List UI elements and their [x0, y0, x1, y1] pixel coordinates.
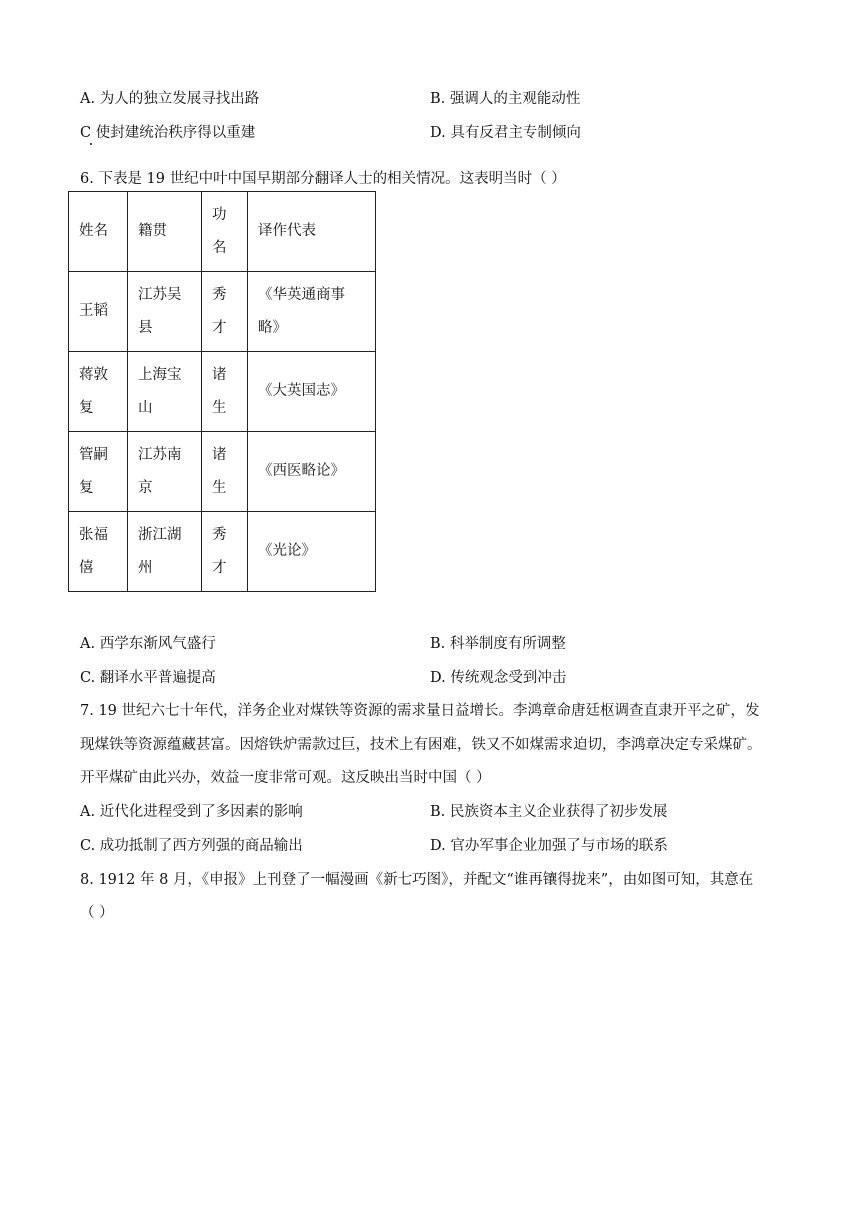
header-hometown: 籍贯: [128, 192, 202, 272]
q7-option-b: B. 民族资本主义企业获得了初步发展: [430, 804, 668, 820]
table-row: [69, 272, 376, 352]
table-row: [69, 432, 376, 512]
q5-option-a: A. 为人的独立发展寻找出路: [80, 91, 260, 107]
cell-hometown: 上海宝山: [128, 352, 202, 432]
cell-name: 王韬: [69, 272, 128, 352]
q6-option-c: C. 翻译水平普遍提高: [80, 670, 216, 686]
cell-works: 《华英通商事略》: [248, 272, 376, 352]
q7-option-a: A. 近代化进程受到了多因素的影响: [80, 804, 303, 820]
table-header-row: [69, 192, 376, 272]
table-row: [69, 512, 376, 592]
cell-rank: 秀才: [202, 272, 248, 352]
header-rank: 功名: [202, 192, 248, 272]
q5-option-d: D. 具有反君主专制倾向: [430, 125, 581, 141]
q6-stem: 6. 下表是 19 世纪中叶中国早期部分翻译人士的相关情况。这表明当时（ ）: [80, 171, 566, 187]
c-dot-mark: [90, 143, 92, 145]
cell-rank: 诸生: [202, 432, 248, 512]
q8-line-2: （ ）: [80, 905, 114, 921]
q6-option-b: B. 科举制度有所调整: [430, 636, 566, 652]
cell-works: 《西医略论》: [248, 432, 376, 512]
cell-works: 《大英国志》: [248, 352, 376, 432]
translators-table: [68, 191, 376, 592]
cell-rank: 诸生: [202, 352, 248, 432]
cell-name: 蒋敦复: [69, 352, 128, 432]
cell-works: 《光论》: [248, 512, 376, 592]
cell-name: 张福僖: [69, 512, 128, 592]
q6-option-d: D. 传统观念受到冲击: [430, 670, 567, 686]
q5-option-c: C 使封建统治秩序得以重建: [80, 125, 256, 141]
q7-line-3: 开平煤矿由此兴办，效益一度非常可观。这反映出当时中国（ ）: [80, 770, 491, 786]
q6-option-a: A. 西学东渐风气盛行: [80, 636, 216, 652]
cell-rank: 秀才: [202, 512, 248, 592]
header-works: 译作代表: [248, 192, 376, 272]
cell-hometown: 江苏南京: [128, 432, 202, 512]
cell-name: 管嗣复: [69, 432, 128, 512]
header-name: 姓名: [69, 192, 128, 272]
cell-hometown: 江苏吴县: [128, 272, 202, 352]
q7-line-1: 7. 19 世纪六七十年代，洋务企业对煤铁等资源的需求量日益增长。李鸿章命唐廷枢调查直隶开平之矿，发: [80, 703, 760, 719]
table-row: [69, 352, 376, 432]
q5-option-b: B. 强调人的主观能动性: [430, 91, 581, 107]
cell-hometown: 浙江湖州: [128, 512, 202, 592]
q7-option-c: C. 成功抵制了西方列强的商品输出: [80, 838, 303, 854]
q7-line-2: 现煤铁等资源蕴藏甚富。因熔铁炉需款过巨，技术上有困难，铁又不如煤需求迫切，李鸿章决定专采煤矿。: [80, 737, 762, 753]
q8-line-1: 8. 1912 年 8 月，《申报》上刊登了一幅漫画《新七巧图》，并配文“谁再镶得拢来”，由如图可知，其意在: [80, 872, 754, 888]
q7-option-d: D. 官办军事企业加强了与市场的联系: [430, 838, 668, 854]
